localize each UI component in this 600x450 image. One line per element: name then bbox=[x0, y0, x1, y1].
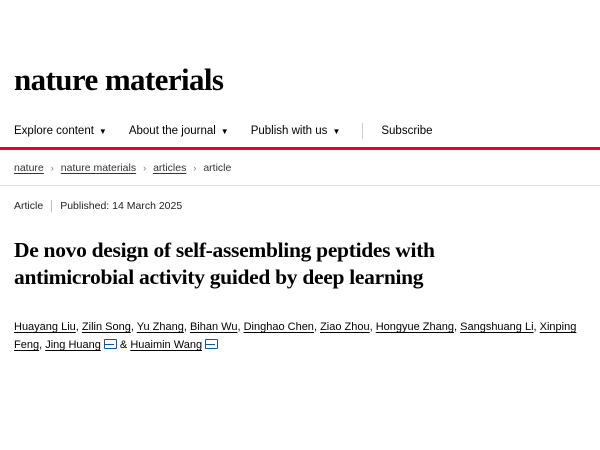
nav-divider bbox=[362, 123, 363, 139]
envelope-icon[interactable] bbox=[205, 339, 218, 349]
author-name[interactable]: Huayang Liu bbox=[14, 321, 76, 334]
author-name[interactable]: Dinghao Chen bbox=[243, 321, 314, 334]
breadcrumb-separator-icon: › bbox=[193, 163, 197, 173]
author-separator: , bbox=[237, 321, 244, 334]
meta-divider bbox=[51, 200, 52, 212]
author-name[interactable]: Xinping Feng bbox=[14, 321, 577, 351]
masthead bbox=[0, 34, 600, 101]
article-meta bbox=[0, 186, 600, 212]
top-letterbox bbox=[0, 0, 600, 34]
author-separator: , bbox=[313, 321, 321, 334]
author-separator: , bbox=[75, 321, 82, 334]
nav-item-about-the-journal[interactable] bbox=[129, 125, 229, 137]
author-name[interactable]: Jing Huang bbox=[45, 338, 101, 351]
author-name[interactable]: Hongyue Zhang bbox=[375, 321, 454, 334]
breadcrumb-item-nature-materials[interactable]: nature materials bbox=[60, 162, 137, 174]
author-joiner: & bbox=[119, 338, 128, 351]
bottom-letterbox bbox=[0, 390, 600, 450]
journal-logo[interactable]: nature materials bbox=[14, 62, 224, 97]
author-name[interactable]: Sangshuang Li bbox=[460, 321, 534, 334]
nav-label: Explore content bbox=[14, 125, 94, 137]
envelope-icon[interactable] bbox=[104, 339, 117, 349]
nav-item-explore-content[interactable] bbox=[14, 125, 107, 137]
main-navigation bbox=[0, 115, 600, 150]
author-separator: , bbox=[533, 321, 540, 334]
author-list bbox=[0, 305, 600, 355]
author-name[interactable]: Ziao Zhou bbox=[320, 321, 370, 334]
breadcrumb-separator-icon: › bbox=[50, 163, 54, 173]
breadcrumb bbox=[0, 150, 600, 186]
author-name[interactable]: Zilin Song bbox=[81, 321, 131, 334]
author-name[interactable]: Bihan Wu bbox=[189, 321, 238, 334]
article-type: Article bbox=[14, 200, 44, 212]
nav-label: About the journal bbox=[128, 125, 216, 137]
author-separator: , bbox=[454, 321, 461, 334]
article-page bbox=[0, 34, 600, 390]
author-separator: , bbox=[369, 321, 376, 334]
chevron-down-icon: ▼ bbox=[98, 127, 107, 136]
chevron-down-icon: ▼ bbox=[220, 127, 229, 136]
author-name[interactable]: Huaimin Wang bbox=[130, 338, 203, 351]
nav-label: Publish with us bbox=[250, 125, 328, 137]
nav-label: Subscribe bbox=[381, 125, 433, 137]
author-separator: , bbox=[39, 338, 46, 351]
nav-item-publish-with-us[interactable] bbox=[251, 125, 341, 137]
breadcrumb-item-nature[interactable]: nature bbox=[14, 162, 44, 174]
chevron-down-icon: ▼ bbox=[332, 127, 341, 136]
breadcrumb-item-article: article bbox=[203, 162, 232, 174]
author-name[interactable]: Yu Zhang bbox=[136, 321, 184, 334]
publication-date: Published: 14 March 2025 bbox=[60, 200, 183, 212]
nav-item-subscribe[interactable] bbox=[381, 125, 432, 137]
page-title: De novo design of self-assembling peptides with antimicrobial activity guided by deep learning bbox=[14, 238, 435, 290]
breadcrumb-item-articles[interactable]: articles bbox=[153, 162, 187, 174]
breadcrumb-separator-icon: › bbox=[143, 163, 147, 173]
author-separator: , bbox=[130, 321, 137, 334]
author-separator: , bbox=[183, 321, 190, 334]
